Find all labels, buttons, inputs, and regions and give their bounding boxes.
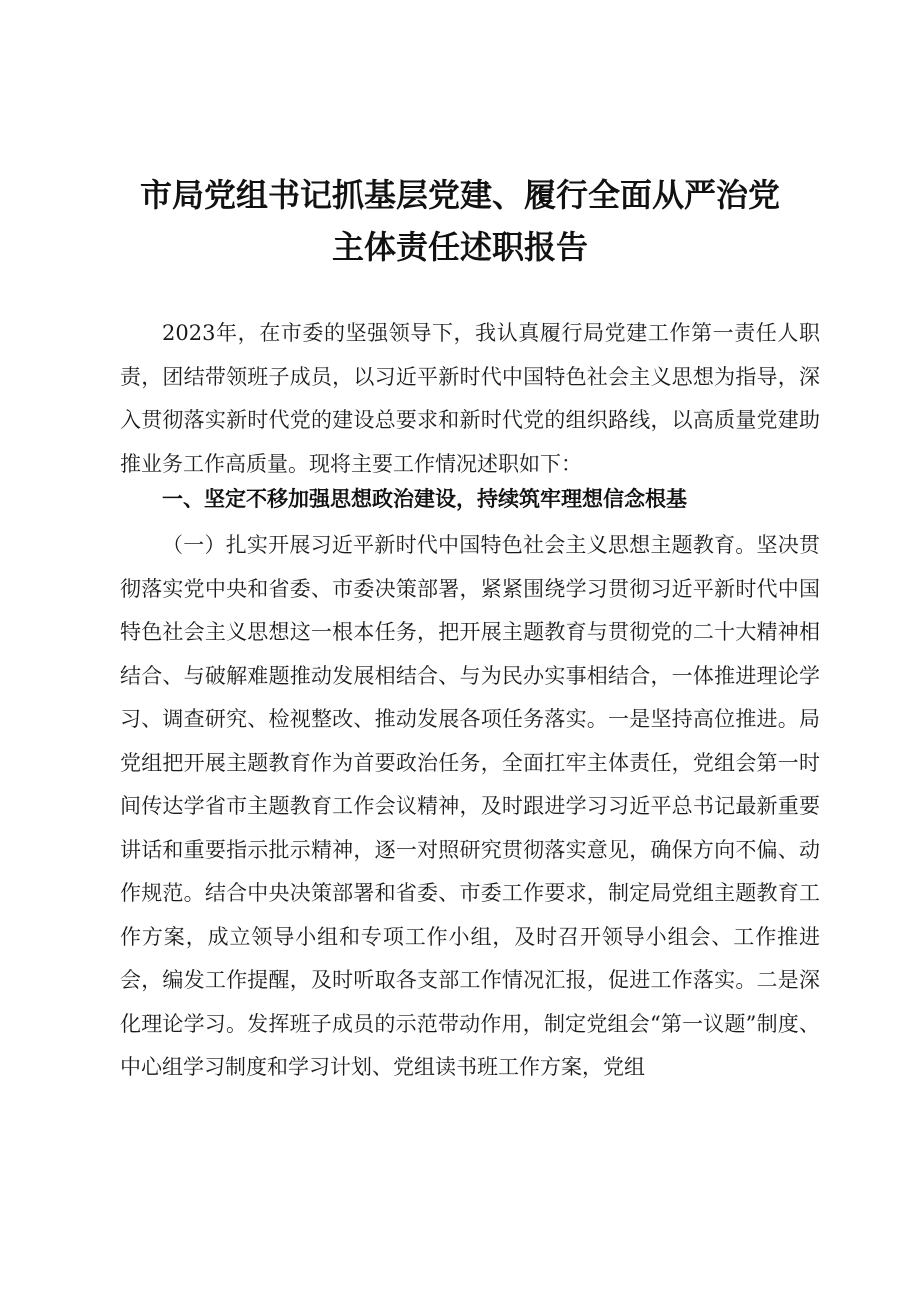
document-title-line-2: 主体责任述职报告	[331, 228, 588, 266]
document-title-line-1: 市局党组书记抓基层党建、履行全面从严治党	[139, 176, 780, 214]
section-1-heading: 一、坚定不移加强思想政治建设，持续筑牢理想信念根基	[162, 487, 687, 511]
intro-paragraph: 2023年，在市委的坚强领导下，我认真履行局党建工作第一责任人职责，团结带领班子成员，以习近平新时代中国特色社会主义思想为指导，深入贯彻落实新时代党的建设总要求和新时代党的组织路线，以高质量党建助推业务工作高质量。现将主要工作情况述职如下：	[120, 321, 820, 476]
section-1-paragraph-1: （一）扎实开展习近平新时代中国特色社会主义思想主题教育。坚决贯彻落实党中央和省委、市委决策部署，紧紧围绕学习贯彻习近平新时代中国特色社会主义思想这一根本任务，把开展主题教育与贯彻党的二十大精神相结合、与破解难题推动发展相结合、与为民办实事相结合，一体推进理论学习、调查研究、检视整改、推动发展各项任务落实。一是坚持高位推进。局党组把开展主题教育作为首要政治任务，全面扛牢主体责任，党组会第一时间传达学省市主题教育工作会议精神，及时跟进学习习近平总书记最新重要讲话和重要指示批示精神，逐一对照研究贯彻落实意见，确保方向不偏、动作规范。结合中央决策部署和省委、市委工作要求，制定局党组主题教育工作方案，成立领导小组和专项工作小组，及时召开领导小组会、工作推进会，编发工作提醒，及时听取各支部工作情况汇报，促进工作落实。二是深化理论学习。发挥班子成员的示范带动作用，制定党组会“第一议题”制度、中心组学习制度和学习计划、党组读书班工作方案，党组	[120, 533, 820, 1079]
